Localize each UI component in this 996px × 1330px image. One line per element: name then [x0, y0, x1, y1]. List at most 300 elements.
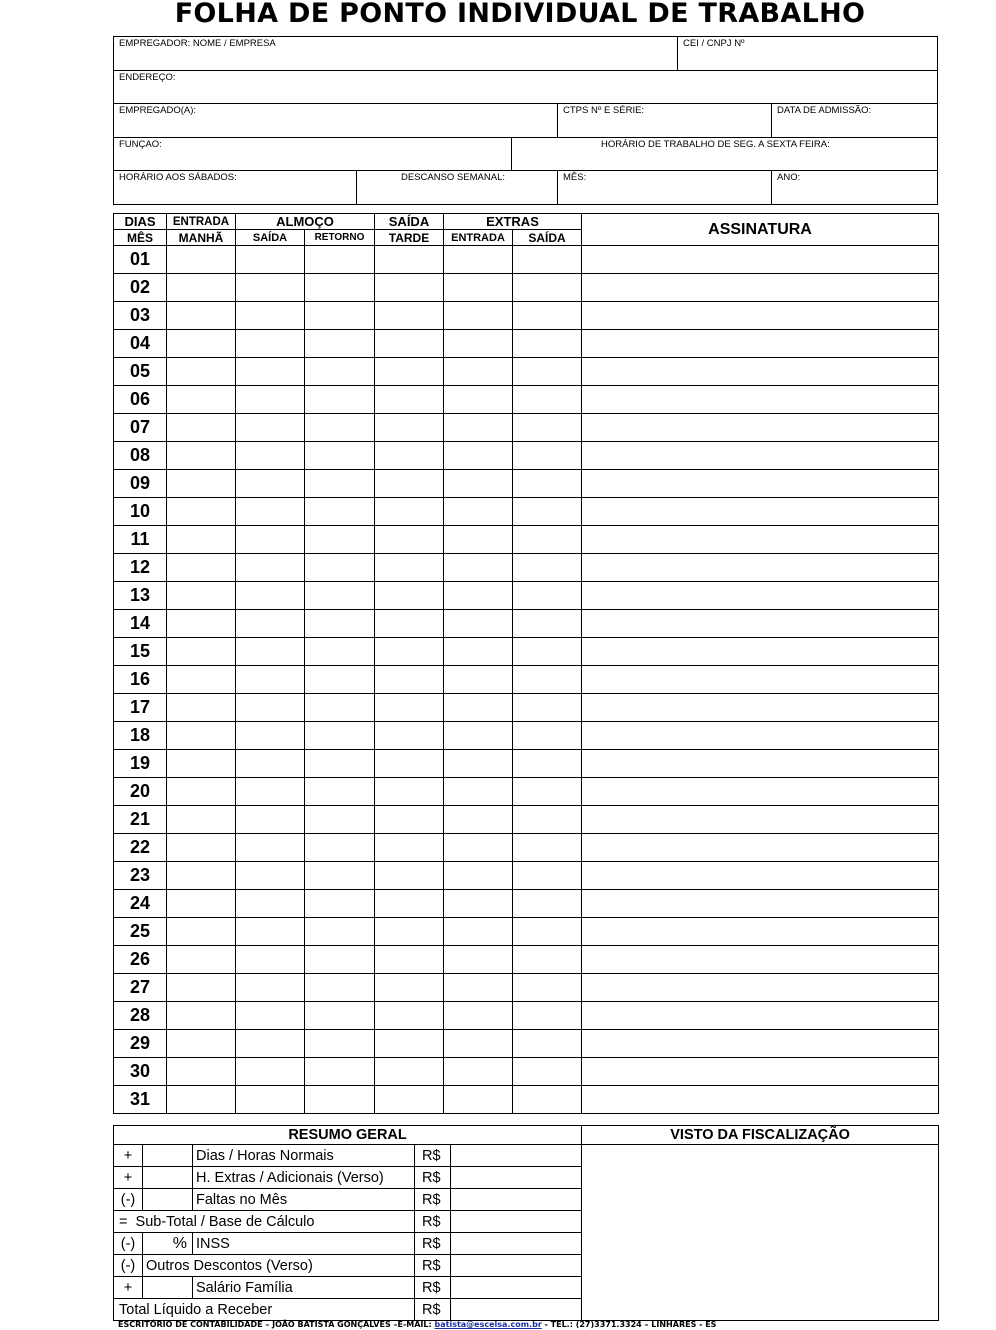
- table-row: [114, 638, 939, 666]
- ctps-label: CTPS Nº E SÉRIE:: [563, 105, 645, 116]
- extras-entrada-cell[interactable]: [444, 442, 513, 470]
- address-label: ENDEREÇO:: [119, 72, 176, 83]
- table-row: [114, 442, 939, 470]
- extras-entrada-cell[interactable]: [444, 890, 513, 918]
- month-field[interactable]: [557, 170, 772, 205]
- extras-entrada-cell[interactable]: [444, 526, 513, 554]
- extras-entrada-cell[interactable]: [444, 414, 513, 442]
- almoco-retorno-cell[interactable]: [305, 358, 375, 386]
- signature-cell[interactable]: [582, 414, 939, 442]
- extras-entrada-cell[interactable]: [444, 1086, 513, 1114]
- almoco-saida-cell[interactable]: [236, 722, 305, 750]
- almoco-retorno-cell[interactable]: [305, 666, 375, 694]
- table-row: [114, 386, 939, 414]
- currency-label: R$: [415, 1255, 451, 1277]
- signature-cell[interactable]: [582, 778, 939, 806]
- extras-entrada-cell[interactable]: [444, 470, 513, 498]
- value-cell[interactable]: [451, 1277, 582, 1299]
- extra-hours-label: H. Extras / Adicionais (Verso): [193, 1167, 415, 1189]
- almoco-retorno-cell[interactable]: [305, 246, 375, 274]
- saida-tarde-cell[interactable]: [375, 414, 444, 442]
- saturday-hours-field[interactable]: [113, 170, 357, 205]
- signature-cell[interactable]: [582, 666, 939, 694]
- extras-saida-cell[interactable]: [513, 862, 582, 890]
- extras-saida-cell[interactable]: [513, 778, 582, 806]
- almoco-saida-cell[interactable]: [236, 386, 305, 414]
- signature-cell[interactable]: [582, 1030, 939, 1058]
- entrada-cell[interactable]: [167, 834, 236, 862]
- almoco-saida-cell[interactable]: [236, 1030, 305, 1058]
- signature-cell[interactable]: [582, 890, 939, 918]
- almoco-saida-cell[interactable]: [236, 1058, 305, 1086]
- entrada-cell[interactable]: [167, 554, 236, 582]
- extras-saida-cell[interactable]: [513, 610, 582, 638]
- entrada-cell[interactable]: [167, 862, 236, 890]
- entrada-cell[interactable]: [167, 358, 236, 386]
- almoco-saida-cell[interactable]: [236, 274, 305, 302]
- saida-tarde-cell[interactable]: [375, 722, 444, 750]
- extras-entrada-cell[interactable]: [444, 918, 513, 946]
- cei-field[interactable]: [677, 36, 938, 71]
- extras-entrada-cell[interactable]: [444, 386, 513, 414]
- almoco-saida-cell[interactable]: [236, 694, 305, 722]
- almoco-retorno-cell[interactable]: [305, 610, 375, 638]
- extras-entrada-cell[interactable]: [444, 274, 513, 302]
- almoco-saida-cell[interactable]: [236, 442, 305, 470]
- table-row: [114, 470, 939, 498]
- entrada-cell[interactable]: [167, 694, 236, 722]
- day-number: 31: [114, 1086, 167, 1114]
- extras-entrada-cell[interactable]: [444, 330, 513, 358]
- value-cell[interactable]: [451, 1167, 582, 1189]
- day-number: 21: [114, 806, 167, 834]
- extras-saida-cell[interactable]: [513, 498, 582, 526]
- saida-tarde-cell[interactable]: [375, 890, 444, 918]
- almoco-saida-cell[interactable]: [236, 470, 305, 498]
- almoco-retorno-cell[interactable]: [305, 414, 375, 442]
- saida-tarde-cell[interactable]: [375, 610, 444, 638]
- almoco-retorno-cell[interactable]: [305, 778, 375, 806]
- almoco-saida-cell[interactable]: [236, 246, 305, 274]
- extras-entrada-cell[interactable]: [444, 1058, 513, 1086]
- signature-cell[interactable]: [582, 358, 939, 386]
- saida-tarde-cell[interactable]: [375, 554, 444, 582]
- extras-saida-cell[interactable]: [513, 526, 582, 554]
- entrada-cell[interactable]: [167, 582, 236, 610]
- attendance-table: [113, 213, 939, 1114]
- saida-tarde-cell[interactable]: [375, 526, 444, 554]
- signature-cell[interactable]: [582, 330, 939, 358]
- extras-saida-cell[interactable]: [513, 274, 582, 302]
- extras-entrada-cell[interactable]: [444, 582, 513, 610]
- extras-saida-cell[interactable]: [513, 722, 582, 750]
- almoco-saida-cell[interactable]: [236, 638, 305, 666]
- almoco-saida-cell[interactable]: [236, 582, 305, 610]
- sign-minus: (-): [114, 1255, 143, 1277]
- signature-cell[interactable]: [582, 918, 939, 946]
- day-number: 07: [114, 414, 167, 442]
- almoco-retorno-cell[interactable]: [305, 498, 375, 526]
- function-label: FUNÇAO:: [119, 139, 162, 150]
- entrada-cell[interactable]: [167, 386, 236, 414]
- currency-label: R$: [415, 1277, 451, 1299]
- saida-tarde-cell[interactable]: [375, 638, 444, 666]
- almoco-saida-cell[interactable]: [236, 890, 305, 918]
- extras-saida-cell[interactable]: [513, 358, 582, 386]
- saida-tarde-cell[interactable]: [375, 582, 444, 610]
- extras-entrada-cell[interactable]: [444, 694, 513, 722]
- signature-cell[interactable]: [582, 274, 939, 302]
- saida-tarde-cell[interactable]: [375, 1002, 444, 1030]
- almoco-retorno-cell[interactable]: [305, 750, 375, 778]
- value-cell[interactable]: [451, 1299, 582, 1321]
- almoco-retorno-cell[interactable]: [305, 862, 375, 890]
- entrada-cell[interactable]: [167, 946, 236, 974]
- signature-cell[interactable]: [582, 554, 939, 582]
- signature-cell[interactable]: [582, 526, 939, 554]
- entrada-cell[interactable]: [167, 246, 236, 274]
- extras-saida-cell[interactable]: [513, 1058, 582, 1086]
- extras-entrada-cell[interactable]: [444, 946, 513, 974]
- saida-tarde-cell[interactable]: [375, 302, 444, 330]
- saida-tarde-cell[interactable]: [375, 274, 444, 302]
- year-label: ANO:: [777, 172, 801, 183]
- value-cell[interactable]: [451, 1189, 582, 1211]
- table-row: [114, 414, 939, 442]
- saida-tarde-cell[interactable]: [375, 946, 444, 974]
- extras-entrada-cell[interactable]: [444, 358, 513, 386]
- almoco-retorno-cell[interactable]: [305, 470, 375, 498]
- entrada-cell[interactable]: [167, 974, 236, 1002]
- saida-tarde-cell[interactable]: [375, 694, 444, 722]
- entrada-cell[interactable]: [167, 1002, 236, 1030]
- extras-saida-cell[interactable]: [513, 890, 582, 918]
- extras-saida-cell[interactable]: [513, 246, 582, 274]
- almoco-retorno-cell[interactable]: [305, 1030, 375, 1058]
- extras-saida-cell[interactable]: [513, 1086, 582, 1114]
- entrada-cell[interactable]: [167, 722, 236, 750]
- address-field[interactable]: [113, 70, 938, 104]
- table-row: [114, 498, 939, 526]
- almoco-retorno-cell[interactable]: [305, 554, 375, 582]
- almoco-saida-cell[interactable]: [236, 1086, 305, 1114]
- almoco-retorno-cell[interactable]: [305, 890, 375, 918]
- saida-tarde-cell[interactable]: [375, 666, 444, 694]
- entrada-cell[interactable]: [167, 442, 236, 470]
- almoco-saida-cell[interactable]: [236, 750, 305, 778]
- table-row: [114, 330, 939, 358]
- almoco-retorno-cell[interactable]: [305, 722, 375, 750]
- function-field[interactable]: [113, 137, 512, 171]
- saida-tarde-cell[interactable]: [375, 386, 444, 414]
- signature-cell[interactable]: [582, 694, 939, 722]
- signature-cell[interactable]: [582, 806, 939, 834]
- weekday-hours-field[interactable]: [511, 137, 938, 171]
- entrada-cell[interactable]: [167, 1030, 236, 1058]
- signature-cell[interactable]: [582, 1002, 939, 1030]
- almoco-retorno-cell[interactable]: [305, 1058, 375, 1086]
- extras-entrada-cell[interactable]: [444, 666, 513, 694]
- saida-tarde-cell[interactable]: [375, 806, 444, 834]
- table-row: [114, 806, 939, 834]
- table-row: [114, 610, 939, 638]
- table-row: [114, 974, 939, 1002]
- signature-cell[interactable]: [582, 442, 939, 470]
- signature-cell[interactable]: [582, 498, 939, 526]
- almoco-saida-cell[interactable]: [236, 918, 305, 946]
- table-row: [114, 862, 939, 890]
- extras-entrada-cell[interactable]: [444, 974, 513, 1002]
- year-field[interactable]: [771, 170, 938, 205]
- weekly-rest-field[interactable]: [356, 170, 558, 205]
- signature-cell[interactable]: [582, 974, 939, 1002]
- almoco-retorno-cell[interactable]: [305, 526, 375, 554]
- entrada-cell[interactable]: [167, 890, 236, 918]
- qty-cell[interactable]: [143, 1189, 193, 1211]
- almoco-retorno-cell[interactable]: [305, 302, 375, 330]
- saida-tarde-cell[interactable]: [375, 778, 444, 806]
- day-number: 22: [114, 834, 167, 862]
- entrada-cell[interactable]: [167, 302, 236, 330]
- signature-cell[interactable]: [582, 1058, 939, 1086]
- saida-tarde-cell[interactable]: [375, 750, 444, 778]
- almoco-retorno-cell[interactable]: [305, 1002, 375, 1030]
- extras-header: EXTRAS: [444, 214, 582, 230]
- extras-entrada-cell[interactable]: [444, 498, 513, 526]
- subtotal-label: [114, 1211, 415, 1233]
- almoco-retorno-cell[interactable]: [305, 694, 375, 722]
- saida-tarde-cell[interactable]: [375, 834, 444, 862]
- almoco-retorno-cell[interactable]: [305, 274, 375, 302]
- almoco-saida-cell[interactable]: [236, 330, 305, 358]
- almoco-saida-cell[interactable]: [236, 554, 305, 582]
- admission-date-field[interactable]: [771, 103, 938, 138]
- extras-entrada-cell[interactable]: [444, 1030, 513, 1058]
- extras-entrada-cell[interactable]: [444, 302, 513, 330]
- entrada-cell[interactable]: [167, 498, 236, 526]
- extras-saida-cell[interactable]: [513, 694, 582, 722]
- extras-saida-cell[interactable]: [513, 638, 582, 666]
- absences-label: Faltas no Mês: [193, 1189, 415, 1211]
- entrada-cell[interactable]: [167, 274, 236, 302]
- extras-saida-cell[interactable]: [513, 946, 582, 974]
- weekday-hours-label: HORÁRIO DE TRABALHO DE SEG. A SEXTA FEIRA:: [601, 139, 830, 150]
- almoco-saida-cell[interactable]: [236, 806, 305, 834]
- almoco-retorno-cell[interactable]: [305, 638, 375, 666]
- almoco-saida-cell[interactable]: [236, 302, 305, 330]
- signature-cell[interactable]: [582, 470, 939, 498]
- extras-saida-cell[interactable]: [513, 806, 582, 834]
- signature-cell[interactable]: [582, 722, 939, 750]
- saida-tarde-cell[interactable]: [375, 498, 444, 526]
- table-row: [114, 778, 939, 806]
- day-number: 14: [114, 610, 167, 638]
- almoco-retorno-cell[interactable]: [305, 918, 375, 946]
- extras-entrada-cell[interactable]: [444, 722, 513, 750]
- extras-saida-cell[interactable]: [513, 554, 582, 582]
- extras-entrada-cell[interactable]: [444, 778, 513, 806]
- almoco-retorno-cell[interactable]: [305, 834, 375, 862]
- entrada-cell[interactable]: [167, 414, 236, 442]
- value-cell[interactable]: [451, 1255, 582, 1277]
- extras-entrada-cell[interactable]: [444, 834, 513, 862]
- subtotal-text: Sub-Total / Base de Cálculo: [135, 1213, 315, 1230]
- almoco-retorno-cell[interactable]: [305, 386, 375, 414]
- value-cell[interactable]: [451, 1145, 582, 1167]
- extras-entrada-cell[interactable]: [444, 554, 513, 582]
- almoco-retorno-cell[interactable]: [305, 442, 375, 470]
- tarde-subheader: TARDE: [375, 230, 444, 246]
- qty-cell[interactable]: [143, 1277, 193, 1299]
- extras-saida-cell[interactable]: [513, 666, 582, 694]
- extras-saida-cell[interactable]: [513, 974, 582, 1002]
- extras-entrada-subheader: ENTRADA: [444, 230, 513, 246]
- page-title: FOLHA DE PONTO INDIVIDUAL DE TRABALHO: [174, 0, 866, 29]
- employer-field[interactable]: [113, 36, 678, 71]
- saida-tarde-cell[interactable]: [375, 918, 444, 946]
- almoco-retorno-cell[interactable]: [305, 806, 375, 834]
- extras-saida-cell[interactable]: [513, 414, 582, 442]
- almoco-saida-cell[interactable]: [236, 946, 305, 974]
- employee-field[interactable]: [113, 103, 558, 138]
- table-row: [114, 246, 939, 274]
- extras-entrada-cell[interactable]: [444, 246, 513, 274]
- saida-tarde-cell[interactable]: [375, 974, 444, 1002]
- extras-saida-cell[interactable]: [513, 918, 582, 946]
- day-number: 29: [114, 1030, 167, 1058]
- saida-tarde-cell[interactable]: [375, 1058, 444, 1086]
- ctps-field[interactable]: [557, 103, 772, 138]
- footer-email-link[interactable]: batista@escelsa.com.br: [434, 1320, 542, 1329]
- family-allowance-label: Salário Família: [193, 1277, 415, 1299]
- value-cell[interactable]: [451, 1233, 582, 1255]
- day-number: 18: [114, 722, 167, 750]
- extras-entrada-cell[interactable]: [444, 750, 513, 778]
- day-number: 12: [114, 554, 167, 582]
- signature-cell[interactable]: [582, 862, 939, 890]
- saida-tarde-cell[interactable]: [375, 470, 444, 498]
- extras-entrada-cell[interactable]: [444, 638, 513, 666]
- normal-hours-label: Dias / Horas Normais: [193, 1145, 415, 1167]
- almoco-saida-cell[interactable]: [236, 498, 305, 526]
- extras-saida-cell[interactable]: [513, 302, 582, 330]
- almoco-saida-cell[interactable]: [236, 862, 305, 890]
- saida-tarde-cell[interactable]: [375, 330, 444, 358]
- signature-cell[interactable]: [582, 834, 939, 862]
- entrada-cell[interactable]: [167, 1086, 236, 1114]
- saida-tarde-cell[interactable]: [375, 1030, 444, 1058]
- almoco-saida-cell[interactable]: [236, 778, 305, 806]
- extras-saida-cell[interactable]: [513, 1030, 582, 1058]
- inspection-area[interactable]: [582, 1145, 939, 1321]
- extras-saida-cell[interactable]: [513, 442, 582, 470]
- almoco-retorno-cell[interactable]: [305, 946, 375, 974]
- almoco-retorno-cell[interactable]: [305, 330, 375, 358]
- signature-cell[interactable]: [582, 582, 939, 610]
- entrada-cell[interactable]: [167, 778, 236, 806]
- saida-tarde-cell[interactable]: [375, 358, 444, 386]
- extras-saida-cell[interactable]: [513, 582, 582, 610]
- entrada-cell[interactable]: [167, 470, 236, 498]
- extras-entrada-cell[interactable]: [444, 862, 513, 890]
- signature-cell[interactable]: [582, 246, 939, 274]
- currency-label: R$: [415, 1189, 451, 1211]
- entrada-cell[interactable]: [167, 638, 236, 666]
- table-row: [114, 722, 939, 750]
- extras-saida-cell[interactable]: [513, 750, 582, 778]
- extras-saida-cell[interactable]: [513, 386, 582, 414]
- almoco-saida-cell[interactable]: [236, 526, 305, 554]
- saida-tarde-cell[interactable]: [375, 442, 444, 470]
- entrada-cell[interactable]: [167, 1058, 236, 1086]
- inss-percent-cell[interactable]: [143, 1233, 193, 1255]
- entrada-cell[interactable]: [167, 330, 236, 358]
- sign-plus: +: [114, 1167, 143, 1189]
- entrada-cell[interactable]: [167, 918, 236, 946]
- signature-cell[interactable]: [582, 946, 939, 974]
- almoco-retorno-cell[interactable]: [305, 582, 375, 610]
- almoco-saida-cell[interactable]: [236, 1002, 305, 1030]
- signature-cell[interactable]: [582, 750, 939, 778]
- almoco-saida-cell[interactable]: [236, 358, 305, 386]
- extras-saida-cell[interactable]: [513, 1002, 582, 1030]
- signature-cell[interactable]: [582, 1086, 939, 1114]
- table-row: [114, 694, 939, 722]
- signature-cell[interactable]: [582, 386, 939, 414]
- signature-cell[interactable]: [582, 302, 939, 330]
- table-row: [114, 1002, 939, 1030]
- entrada-cell[interactable]: [167, 526, 236, 554]
- almoco-saida-cell[interactable]: [236, 834, 305, 862]
- signature-cell[interactable]: [582, 610, 939, 638]
- extras-entrada-cell[interactable]: [444, 806, 513, 834]
- extras-saida-subheader: SAÍDA: [513, 230, 582, 246]
- extras-saida-cell[interactable]: [513, 330, 582, 358]
- almoco-saida-cell[interactable]: [236, 414, 305, 442]
- extras-saida-cell[interactable]: [513, 470, 582, 498]
- extras-entrada-cell[interactable]: [444, 1002, 513, 1030]
- almoco-saida-subheader: SAÍDA: [236, 230, 305, 246]
- saida-tarde-cell[interactable]: [375, 246, 444, 274]
- sign-minus: (-): [114, 1233, 143, 1255]
- extras-saida-cell[interactable]: [513, 834, 582, 862]
- qty-cell[interactable]: [143, 1145, 193, 1167]
- almoco-saida-cell[interactable]: [236, 974, 305, 1002]
- day-number: 27: [114, 974, 167, 1002]
- almoco-retorno-cell[interactable]: [305, 1086, 375, 1114]
- employee-label: EMPREGADO(A):: [119, 105, 197, 116]
- entrada-header: ENTRADA: [167, 214, 236, 230]
- extras-entrada-cell[interactable]: [444, 610, 513, 638]
- sign-equals: =: [119, 1213, 128, 1230]
- value-cell[interactable]: [451, 1211, 582, 1233]
- summary-title: RESUMO GERAL: [114, 1126, 582, 1145]
- almoco-saida-cell[interactable]: [236, 610, 305, 638]
- entrada-cell[interactable]: [167, 666, 236, 694]
- entrada-cell[interactable]: [167, 610, 236, 638]
- almoco-retorno-cell[interactable]: [305, 974, 375, 1002]
- signature-cell[interactable]: [582, 638, 939, 666]
- day-number: 28: [114, 1002, 167, 1030]
- manha-subheader: MANHÃ: [167, 230, 236, 246]
- saida-tarde-cell[interactable]: [375, 862, 444, 890]
- qty-cell[interactable]: [143, 1167, 193, 1189]
- day-number: 01: [114, 246, 167, 274]
- entrada-cell[interactable]: [167, 806, 236, 834]
- entrada-cell[interactable]: [167, 750, 236, 778]
- almoco-saida-cell[interactable]: [236, 666, 305, 694]
- saida-tarde-cell[interactable]: [375, 1086, 444, 1114]
